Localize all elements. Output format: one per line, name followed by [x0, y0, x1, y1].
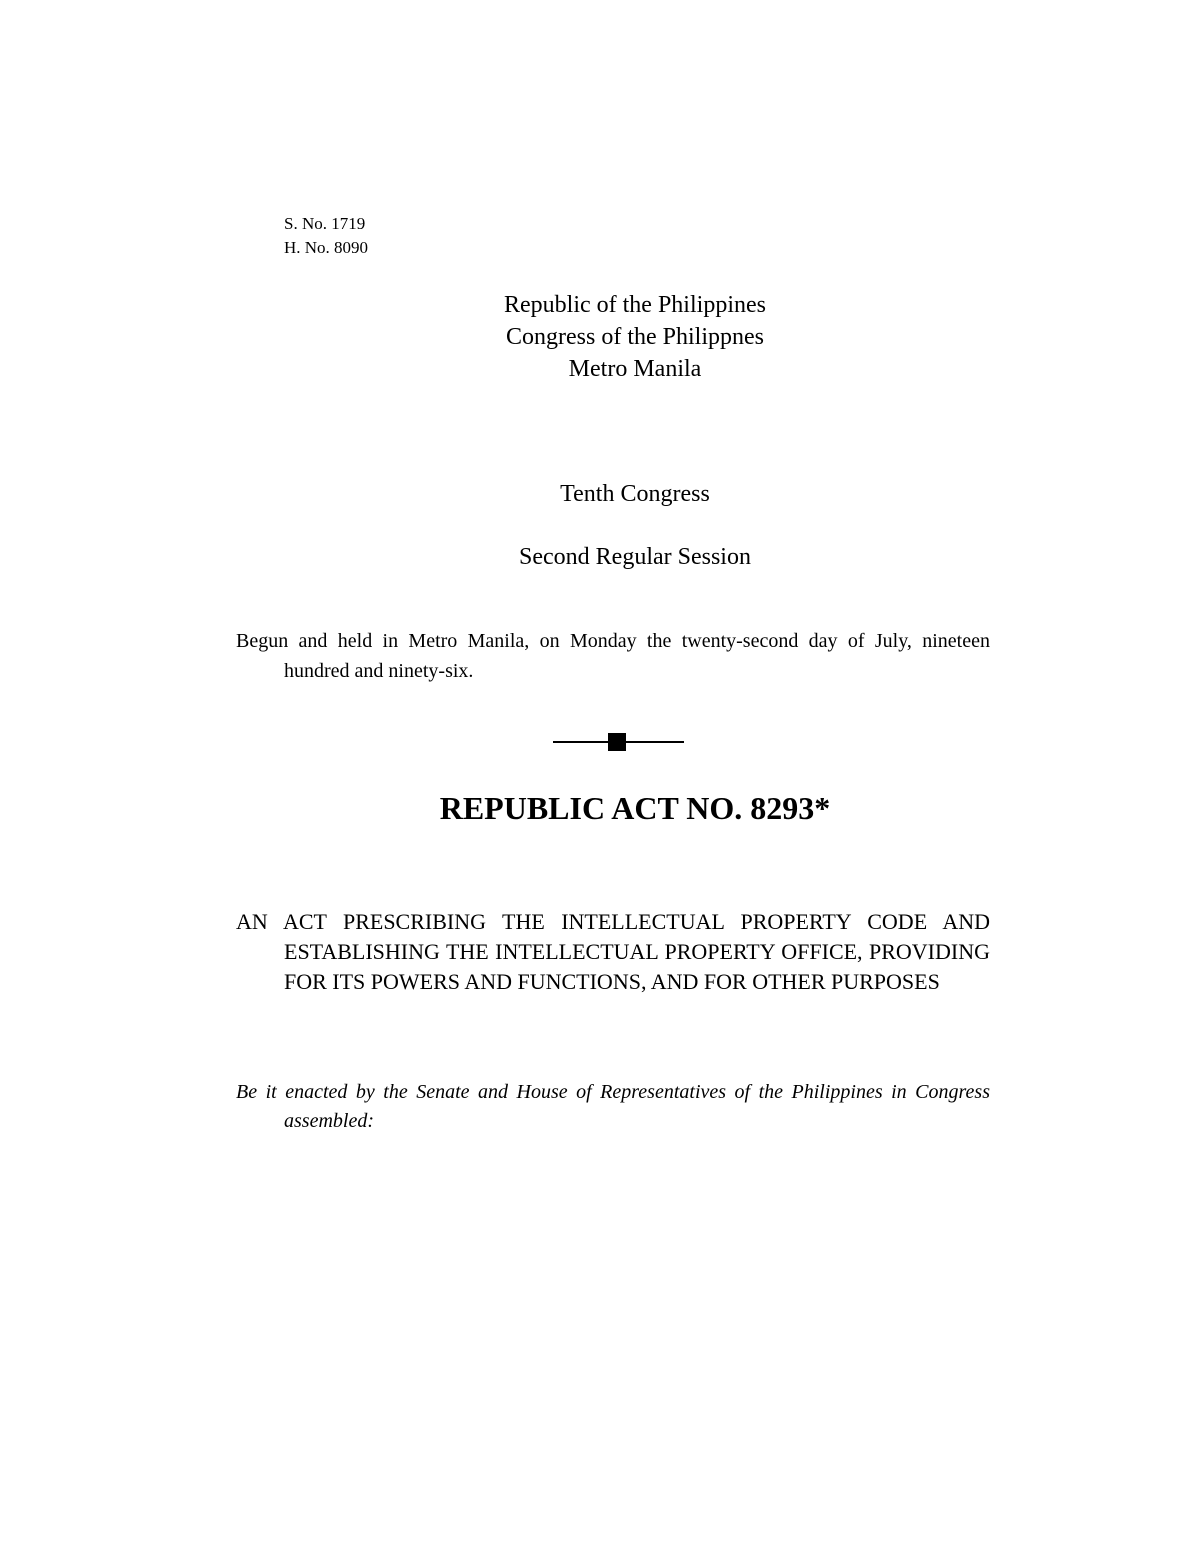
enacting-clause: Be it enacted by the Senate and House of Representatives of the Philippines in Congress assembled: [236, 1081, 990, 1132]
session-heading: Second Regular Session [519, 544, 751, 570]
republic-line: Republic of the Philippines [504, 292, 766, 318]
congress-heading: Tenth Congress [560, 481, 710, 507]
divider-square-icon [608, 733, 626, 751]
act-title: AN ACT PRESCRIBING THE INTELLECTUAL PROPERTY CODE AND ESTABLISHING THE INTELLECTUAL PROPERTY OFFICE, PROVIDING FOR ITS POWERS AND FUNCTIONS, AND FOR OTHER PURPOSES [236, 909, 990, 994]
act-number-title: REPUBLIC ACT NO. 8293* [439, 790, 831, 826]
senate-bill-number: S. No. 1719 [284, 214, 366, 233]
house-bill-number: H. No. 8090 [284, 238, 369, 257]
government-heading [0, 289, 1200, 385]
begun-statement: Begun and held in Metro Manila, on Monday the twenty-second day of July, nineteen hundred and ninety-six. [236, 630, 990, 682]
location-line: Metro Manila [568, 356, 702, 382]
congress-line: Congress of the Philippnes [506, 324, 764, 350]
bill-numbers [284, 212, 368, 260]
